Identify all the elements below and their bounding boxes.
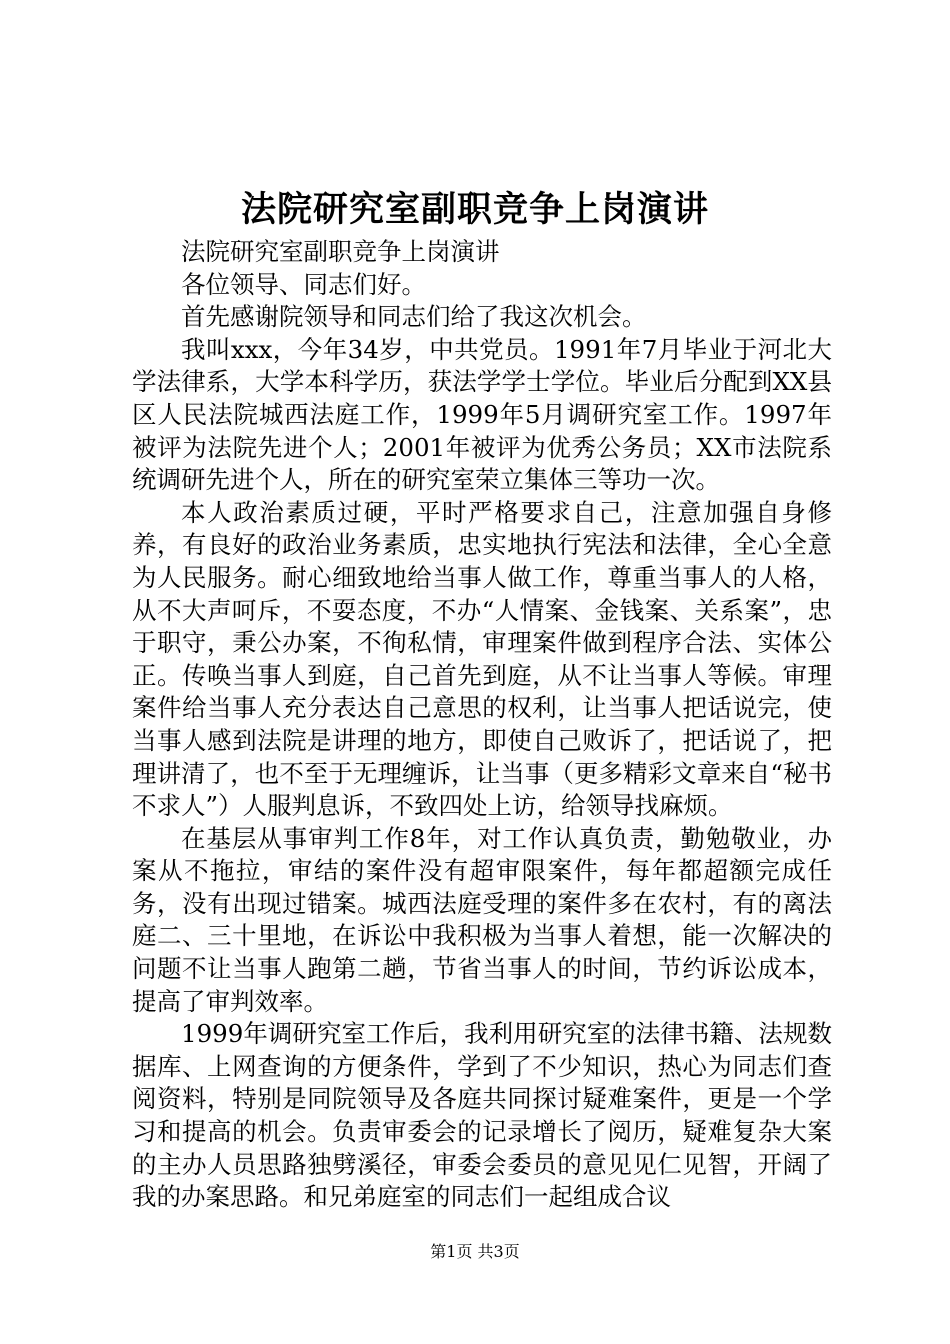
page-number-footer: 第1页 共3页: [430, 1242, 520, 1261]
paragraph-self-introduction: 我叫xxx，今年34岁，中共党员。1991年7月毕业于河北大学法律系，大学本科学历，获法学学士学位。毕业后分配到XX县区人民法院城西法庭工作，1999年5月调研究室工作。1997年被评为法院先进个人；2001年被评为优秀公务员；XX市法院系统调研先进个人，所在的研究室荣立集体三等功一次。: [132, 334, 832, 495]
paragraph-thanks: 首先感谢院领导和同志们给了我这次机会。: [181, 302, 647, 332]
paragraph-heading-repeat: 法院研究室副职竞争上岗演讲: [181, 237, 500, 266]
paragraph-grassroots-work: 在基层从事审判工作8年，对工作认真负责，勤勉敬业，办案从不拖拉，审结的案件没有超审限案件，每年都超额完成任务，没有出现过错案。城西法庭受理的案件多在农村，有的离法庭二、三十里地，在诉讼中我积极为当事人着想，能一次解决的问题不让当事人跑第二趟，节省当事人的时间，节约诉讼成本，提高了审判效率。: [132, 823, 832, 1016]
paragraph-research-office: 1999年调研究室工作后，我利用研究室的法律书籍、法规数据库、上网查询的方便条件，学到了不少知识，热心为同志们查阅资料，特别是同院领导及各庭共同探讨疑难案件，更是一个学习和提高的机会。负责审委会的记录增长了阅历，疑难复杂大案的主办人员思路独劈溪径，审委会委员的意见见仁见智，开阔了我的办案思路。和兄弟庭室的同志们一起组成合议: [132, 1019, 832, 1212]
paragraph-greeting: 各位领导、同志们好。: [181, 269, 426, 299]
paragraph-political-quality: 本人政治素质过硬，平时严格要求自己，注意加强自身修养，有良好的政治业务素质，忠实地执行宪法和法律，全心全意为人民服务。耐心细致地给当事人做工作，尊重当事人的人格，从不大声呵斥，不耍态度，不办“人情案、金钱案、关系案”，忠于职守，秉公办案，不徇私情，审理案件做到程序合法、实体公正。传唤当事人到庭，自己首先到庭，从不让当事人等候。审理案件给当事人充分表达自己意思的权利，让当事人把话说完，使当事人感到法院是讲理的地方，即使自己败诉了，把话说了，把理讲清了，也不至于无理缠诉，让当事（更多精彩文章来自“秘书不求人”）人服判息诉，不致四处上访，给领导找麻烦。: [132, 497, 832, 821]
document-title: 法院研究室副职竞争上岗演讲: [240, 189, 709, 230]
document-body: [132, 236, 832, 1214]
